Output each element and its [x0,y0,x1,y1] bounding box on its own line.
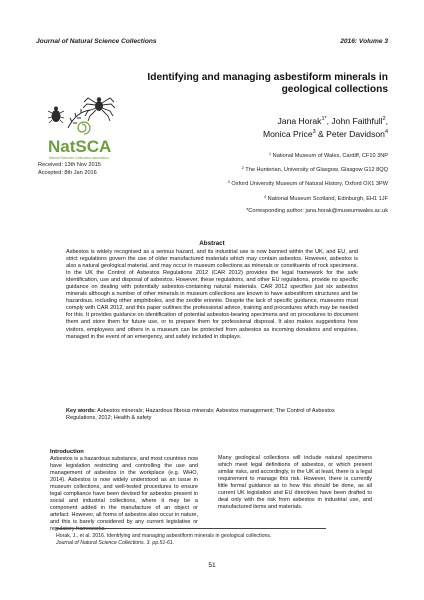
introduction-paragraph: Asbestos is a hazardous substance, and most countries now have legislation restricting and controlling the use and management of asbestos in the workplace (e.g. WHO, 2014). Asbestos is now widely understood as an issue in museum collections, and well-tested procedures to ensure legal compliance have been devised for asbestos present in social and industrial collections, where it may be a component added in the manufacture of an object or artefact. However, all forms of asbestos also occur in nature, and this is barely considered by any current legislative or regulatory frameworks. [50,456,198,532]
keywords-text: Asbestos minerals; Hazardous fibrous minerals; Asbestos management; The Control of Asbestos Regulations, 2012; Health & safety [66,408,335,422]
introduction-right-column [218,455,372,511]
affiliation-text: Oxford University Museum of Natural History, Oxford OX1 3PW [231,181,388,188]
affiliation-item [148,151,388,165]
article-title: Identifying and managing asbestiform minerals in geological collections [147,72,388,95]
author-separator: , [385,115,388,126]
shell-icon [78,122,90,134]
introduction-paragraph: Many geological collections will include natural specimens which meet legal definitions of asbestos, or which present similar risks, and accordingly, in the UK at least, there is a legal requirement to manage this risk. However, there is currently little formal guidance as to how this should be done, as all current UK legislation and EU directives have been drafted to deal only with the risk from asbestos in industrial use, and manufactured items and materials. [218,455,372,510]
affiliation-text: The Hunterian, University of Glasgow, Glasgow G12 8QQ [245,167,388,174]
affiliation-item [148,194,388,208]
author-marker: 1* [321,116,327,122]
author-marker: 4 [384,128,388,135]
affiliation-number: 3 [227,179,230,185]
journal-name: Journal of Natural Science Collections [36,38,157,45]
author-name: Monica Price [262,128,313,139]
abstract-section [66,240,358,341]
abstract-heading: Abstract [199,240,225,247]
affiliation-number: 2 [241,165,244,171]
spider-icon [83,97,115,121]
keywords [66,408,358,422]
affiliation-number: 4 [263,193,267,199]
accepted-date: Accepted: 8th Jan 2016 [38,169,97,176]
received-date: Received: 13th Nov 2015 [38,162,101,168]
citation-line-1: Horak, J., et al. 2016. Identifying and managing asbestiform minerals in geological collections. [56,533,272,539]
author-list [148,114,388,140]
affiliation-number: 1 [268,151,272,156]
beetle-icon [48,107,64,124]
affiliation-list [148,151,388,214]
natsca-emblem-graphic [46,92,124,164]
affiliation-item [148,165,388,179]
abstract-body: Asbestos is widely recognised as a serious hazard, and its industrial use is now banned within the UK, and EU, and strict regulations govern the use of older manufactured materials which may contain asbestos. However, asbestos is also a natural geological material, and may occur in museum collections as minerals or constituents of rock specimens. In the UK the Control of Asbestos Regulations 2012 (CAR 2012) provides the legal framework for the safe identification, use and disposal of asbestos. However, these regulations, and other EU regulations, provide no specific guidance on dealing with potentially asbestos-containing natural materials. CAR 2012 specifies just six asbestos minerals although a number of other minerals in museum collections are known to have asbestiform structures and be hazardous, including other amphiboles, and the zeolite erionite. Despite the lack of specific guidance, museums must comply with CAR 2012, and this paper outlines the professional advice, training and procedures which may be needed for this. It provides guidance on identification of potential asbestos-bearing specimens and on procedures to document them and store them for future use, or to prepare them for professional disposal. It also makes suggestions how visitors, employees and others in a museum can be protected from asbestos as incoming donations and enquiries, managed in the event of an emergency, and safely included in displays. [66,249,358,340]
affiliation-item [148,179,388,193]
author-line-2 [148,127,388,140]
introduction-heading: Introduction [50,449,84,455]
logo-wordmark: NatSCA [48,137,112,156]
citation [56,533,356,546]
author-name: , John Faithfull [326,115,383,126]
natsca-logo [46,92,124,164]
citation-line-2: Journal of Natural Science Collections. 3. pp.51-61. [56,539,175,546]
submission-dates [38,162,101,177]
logo-tagline: Natural Sciences Collections Association [49,156,109,160]
affiliation-text: National Museum Scotland, Edinburgh, EH1 1JF [267,195,388,202]
volume-label: 2016: Volume 3 [340,38,388,45]
author-line-1 [148,114,388,127]
corresponding-author: *Corresponding author: jana.horak@museumwales.ac.uk [246,207,388,214]
author-marker: 3 [312,128,316,135]
page-number: 51 [208,562,216,569]
introduction-left-column [50,449,198,533]
author-name: & Peter Davidson [315,128,385,139]
keywords-label: Key words: [66,408,96,414]
author-marker: 2 [382,116,386,122]
footnote-rule [56,528,326,529]
author-name: Jana Horak [277,115,322,126]
affiliation-text: National Museum of Wales, Cardiff, CF10 3NP [272,153,388,159]
